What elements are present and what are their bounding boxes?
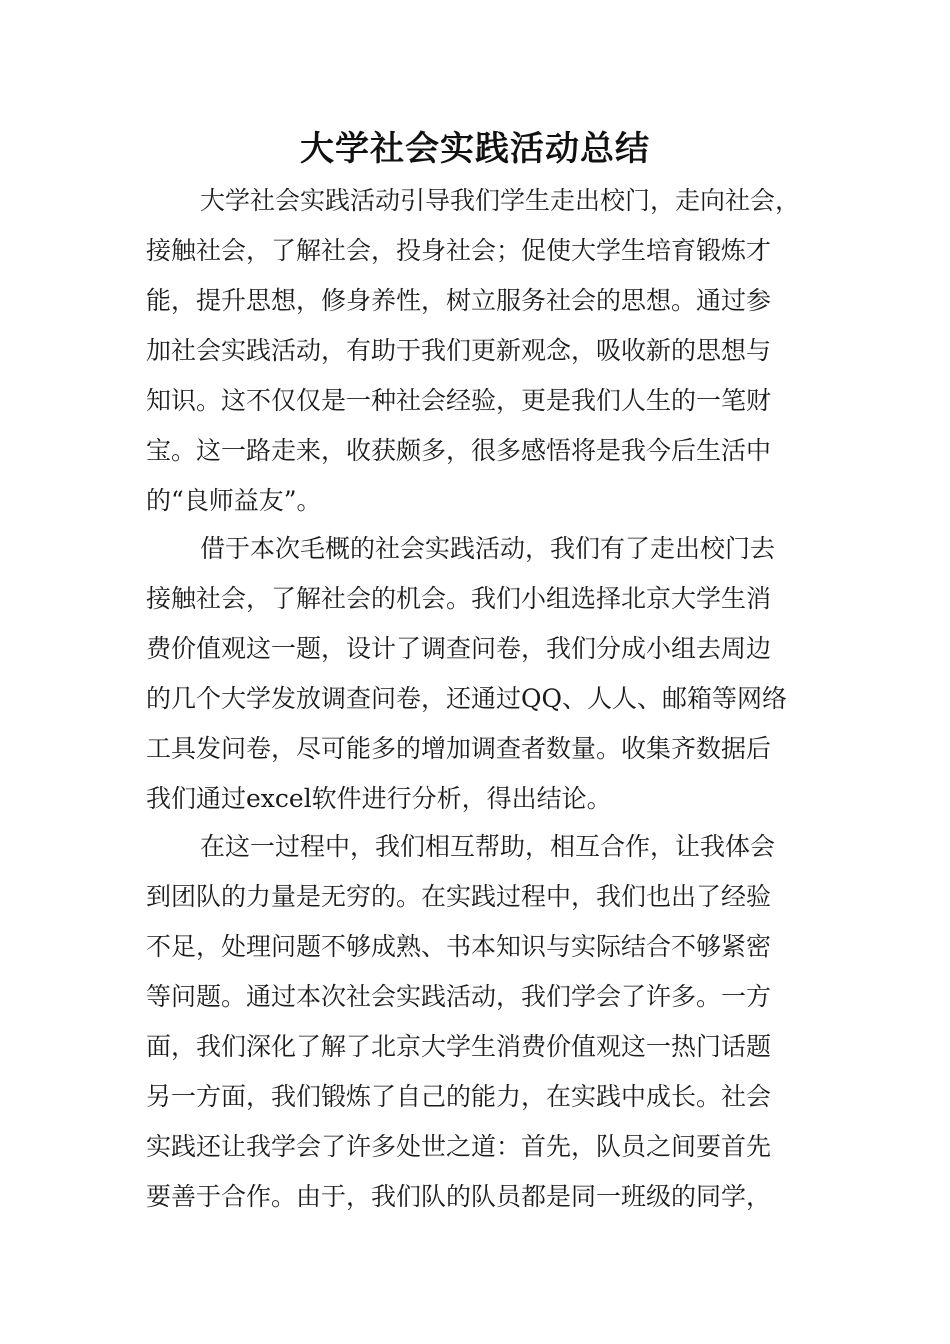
paragraph-1-line-5: 知识。这不仅仅是一种社会经验，更是我们人生的一笔财 <box>146 386 772 415</box>
paragraph-2-line-2: 接触社会，了解社会的机会。我们小组选择北京大学生消 <box>146 584 772 613</box>
paragraph-2-line-4: 的几个大学发放调查问卷，还通过QQ、人人、邮箱等网络 <box>146 684 787 713</box>
paragraph-3-line-5: 面，我们深化了解了北京大学生消费价值观这一热门话题 <box>146 1032 772 1061</box>
paragraph-3-line-8: 要善于合作。由于，我们队的队员都是同一班级的同学， <box>146 1182 772 1211</box>
paragraph-3-line-7: 实践还让我学会了许多处世之道：首先，队员之间要首先 <box>146 1132 772 1161</box>
paragraph-1-line-3: 能，提升思想，修身养性，树立服务社会的思想。通过参 <box>146 286 772 315</box>
paragraph-2-line-6: 我们通过excel软件进行分析，得出结论。 <box>146 784 612 813</box>
paragraph-1-line-4: 加社会实践活动，有助于我们更新观念，吸收新的思想与 <box>146 336 772 365</box>
paragraph-2-line-5: 工具发问卷，尽可能多的增加调查者数量。收集齐数据后 <box>146 734 772 763</box>
paragraph-2-line-3: 费价值观这一题，设计了调查问卷，我们分成小组去周边 <box>146 634 772 663</box>
paragraph-3-line-6: 另一方面，我们锻炼了自己的能力，在实践中成长。社会 <box>146 1082 772 1111</box>
document-title: 大学社会实践活动总结 <box>300 129 650 169</box>
paragraph-1-line-2: 接触社会，了解社会，投身社会；促使大学生培育锻炼才 <box>146 236 772 265</box>
paragraph-3-line-2: 到团队的力量是无穷的。在实践过程中，我们也出了经验 <box>146 882 772 911</box>
paragraph-1-line-7: 的“良师益友”。 <box>146 486 322 515</box>
paragraph-3-line-4: 等问题。通过本次社会实践活动，我们学会了许多。一方 <box>146 982 772 1011</box>
paragraph-3-line-1: 在这一过程中，我们相互帮助，相互合作，让我体会 <box>200 832 776 861</box>
paragraph-3-line-3: 不足，处理问题不够成熟、书本知识与实际结合不够紧密 <box>146 932 772 961</box>
paragraph-1-line-1: 大学社会实践活动引导我们学生走出校门，走向社会， <box>200 186 801 215</box>
paragraph-1-line-6: 宝。这一路走来，收获颇多，很多感悟将是我今后生活中 <box>146 436 772 465</box>
paragraph-2-line-1: 借于本次毛概的社会实践活动，我们有了走出校门去 <box>200 534 776 563</box>
